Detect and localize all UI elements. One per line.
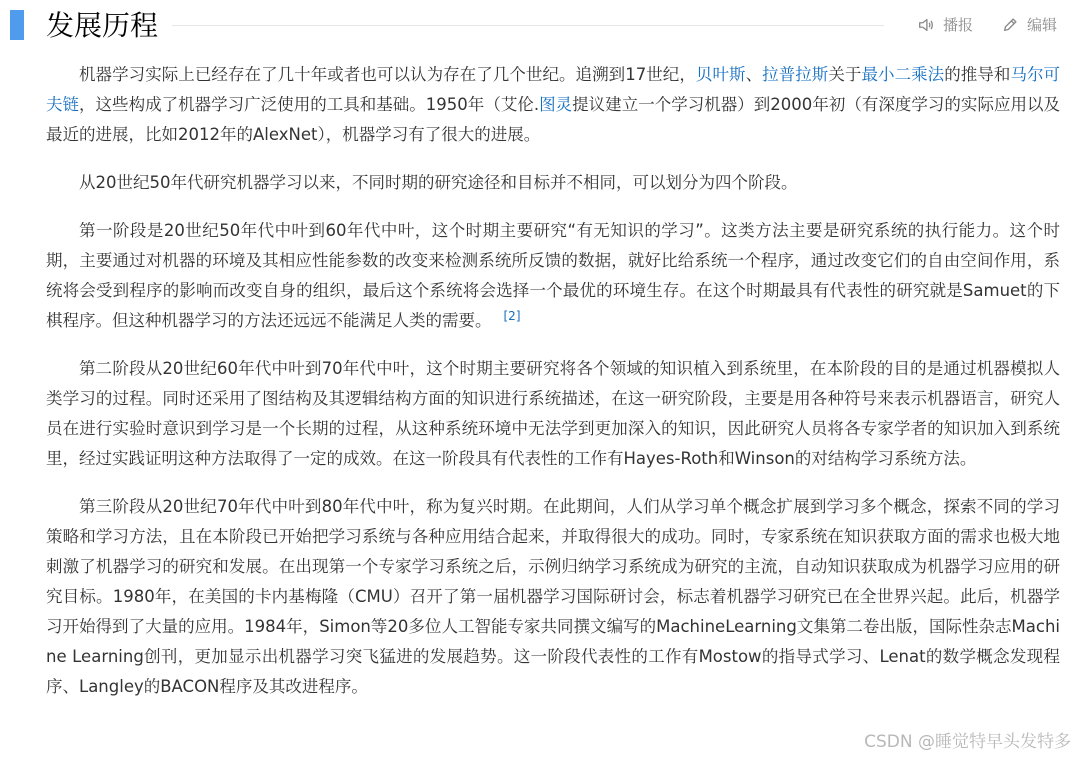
paragraph-stage-two: 第二阶段从20世纪60年代中叶到70年代中叶，这个时期主要研究将各个领域的知识植入到系统里，在本阶段的目的是通过机器模拟人类学习的过程。同时还采用了图结构及其逻辑结构方面的知识进行系统描述，在这一研究阶段，主要是用各种符号来表示机器语言，研究人员在进行实验时意识到学习是一个长期的过程，从这种系统环境中无法学到更加深入的知识，因此研究人员将各专家学者的知识加入到系统里，经过实践证明这种方法取得了一定的成效。在这一阶段具有代表性的工作有Hayes-Roth和Winson的对结构学习系统方法。 (46, 359, 1060, 468)
reference-link[interactable]: [2] (503, 308, 521, 323)
header-actions (917, 14, 1057, 35)
link-bayes[interactable]: 贝叶斯 (695, 65, 746, 84)
watermark: CSDN @睡觉特早头发特多 (864, 732, 1071, 752)
paragraph-stages-overview: 从20世纪50年代研究机器学习以来，不同时期的研究途径和目标并不相同，可以划分为四个阶段。 (79, 173, 798, 192)
broadcast-label: 播报 (942, 16, 973, 34)
section-header (0, 0, 1085, 52)
section-title: 发展历程 (46, 9, 159, 42)
title-accent-bar (10, 10, 24, 40)
pencil-icon (1001, 16, 1019, 34)
broadcast-button[interactable] (917, 14, 973, 35)
paragraph-stage-one: 第一阶段是20世纪50年代中叶到60年代中叶，这个时期主要研究“有无知识的学习”。这类方法主要是研究系统的执行能力。这个时期，主要通过对机器的环境及其相应性能参数的改变来检测系统所反馈的数据，就好比给系统一个程序，通过改变它们的自由空间作用，系统将会受到程序的影响而改变自身的组织，最后这个系统将会选择一个最优的环境生存。在这个时期最具有代表性的研究就是Samuet的下棋程序。但这种机器学习的方法还远远不能满足人类的需要。 [2] (46, 221, 1060, 330)
link-turing[interactable]: 图灵 (539, 95, 573, 114)
speaker-icon (917, 16, 935, 34)
link-least-squares[interactable]: 最小二乘法 (861, 65, 945, 84)
paragraph-stage-three: 第三阶段从20世纪70年代中叶到80年代中叶，称为复兴时期。在此期间，人们从学习单个概念扩展到学习多个概念，探索不同的学习策略和学习方法，且在本阶段已开始把学习系统与各种应用结合起来，并取得很大的成功。同时，专家系统在知识获取方面的需求也极大地刺激了机器学习的研究和发展。在出现第一个专家学习系统之后，示例归纳学习系统成为研究的主流，自动知识获取成为机器学习应用的研究目标。1980年，在美国的卡内基梅隆（CMU）召开了第一届机器学习国际研讨会，标志着机器学习研究已在全世界兴起。此后，机器学习开始得到了大量的应用。1984年，Simon等20多位人工智能专家共同撰文编写的MachineLearning文集第二卷出版，国际性杂志Machine Learning创刊，更加显示出机器学习突飞猛进的发展趋势。这一阶段代表性的工作有Mostow的指导式学习、Lenat的数学概念发现程序、Langley的BACON程序及其改进程序。 (46, 497, 1060, 696)
title-divider (172, 25, 884, 26)
paragraph-intro: 机器学习实际上已经存在了几十年或者也可以认为存在了几个世纪。追溯到17世纪，贝叶斯、拉普拉斯关于最小二乘法的推导和马尔可夫链，这些构成了机器学习广泛使用的工具和基础。1950年（艾伦.图灵提议建立一个学习机器）到2000年初（有深度学习的实际应用以及最近的进展，比如2012年的AlexNet），机器学习有了很大的进展。 (46, 65, 1061, 144)
link-laplace[interactable]: 拉普拉斯 (762, 65, 829, 84)
edit-label: 编辑 (1026, 16, 1057, 34)
edit-button[interactable] (1001, 14, 1057, 35)
link-markov-chain[interactable]: 马尔可夫链 (46, 65, 1061, 114)
article-body (46, 60, 1060, 720)
